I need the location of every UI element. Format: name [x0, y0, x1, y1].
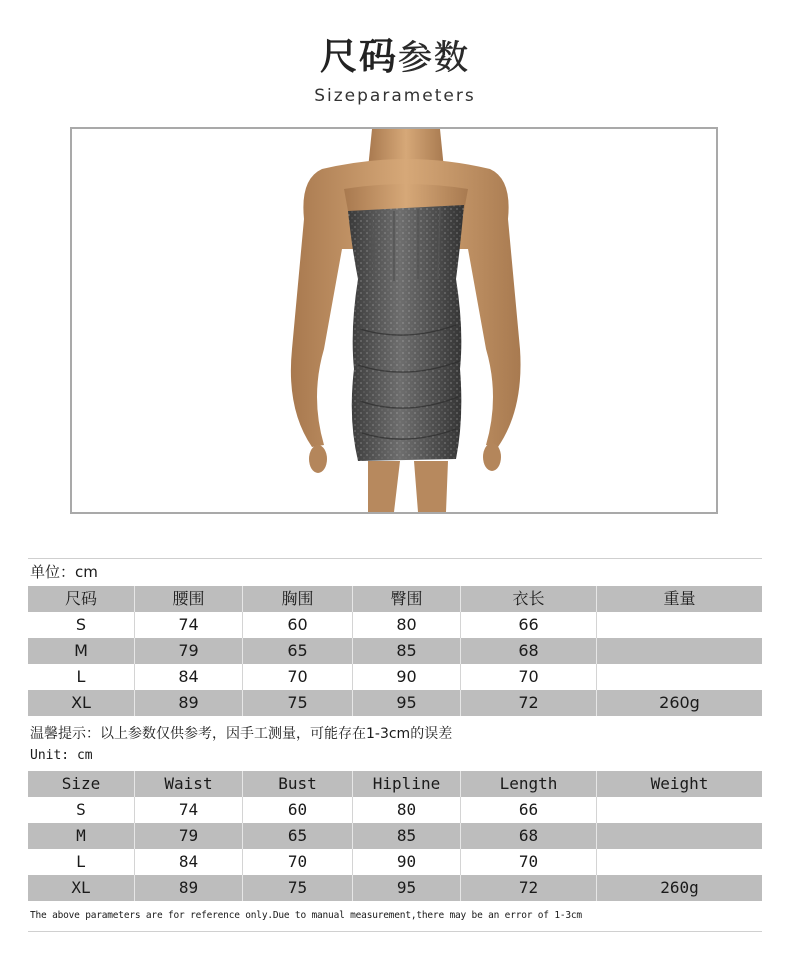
table-row: [28, 875, 762, 901]
table-cell: 68: [461, 823, 597, 849]
table-cell: 75: [243, 875, 353, 901]
table-row: [28, 823, 762, 849]
table-cell: [597, 823, 762, 849]
header-weight: 重量: [663, 589, 696, 608]
table-row: [28, 797, 762, 823]
product-photo: [70, 127, 718, 514]
table-row: [28, 612, 762, 638]
table-cell: 80: [353, 612, 461, 638]
table-cell: 70: [461, 664, 597, 690]
table-cell: 85: [353, 823, 461, 849]
table-cell: XL: [28, 875, 135, 901]
title-cn-size: 尺码: [320, 35, 398, 78]
unit-label-cn: 单位：cm: [28, 558, 762, 586]
table-cell: L: [28, 849, 135, 875]
table-cell: 80: [353, 797, 461, 823]
table-cell: 72: [461, 690, 597, 716]
header-weight: Weight: [650, 774, 709, 793]
page-title: [0, 26, 790, 106]
table-cell: 74: [135, 797, 243, 823]
table-cell: 74: [135, 612, 243, 638]
header-hipline: Hipline: [353, 771, 461, 797]
table-cell: 95: [353, 875, 461, 901]
table-cell: 95: [353, 690, 461, 716]
table-cell: 66: [461, 612, 597, 638]
table-cell: 72: [461, 875, 597, 901]
table-cell: [597, 638, 762, 664]
table-cell: 260g: [659, 693, 700, 712]
tip-cn: 温馨提示：以上参数仅供参考，因手工测量，可能存在1-3cm的误差: [30, 726, 453, 742]
table-cell: [597, 849, 762, 875]
header-length: 衣长: [461, 586, 597, 612]
size-table-cn: [28, 558, 762, 766]
table-header-row: [28, 771, 762, 797]
table-row: [28, 690, 762, 716]
title-cn: [0, 26, 790, 80]
title-en: Sizeparameters: [314, 86, 476, 106]
header-bust: Bust: [243, 771, 353, 797]
mannequin-dress-illustration: [72, 129, 716, 512]
table-row: [28, 849, 762, 875]
header-size: Size: [28, 771, 135, 797]
table-cell: 70: [243, 849, 353, 875]
footnote-en: The above parameters are for reference only.Due to manual measurement,there may be an error of 1-3cm: [28, 901, 762, 932]
table-cell: S: [28, 612, 135, 638]
table-cell: [597, 797, 762, 823]
table-cell: 85: [353, 638, 461, 664]
table-cell: XL: [28, 690, 135, 716]
table-cell: [597, 664, 762, 690]
table-cell: M: [28, 823, 135, 849]
table-cell: 260g: [660, 878, 699, 897]
table-cell: 60: [243, 797, 353, 823]
header-size: 尺码: [28, 586, 135, 612]
table-cell: 89: [135, 690, 243, 716]
header-bust: 胸围: [243, 586, 353, 612]
table-cell: 90: [353, 664, 461, 690]
header-waist: 腰围: [135, 586, 243, 612]
table-cell: S: [28, 797, 135, 823]
table-cell: M: [28, 638, 135, 664]
table-cell: 65: [243, 638, 353, 664]
table-cell: 89: [135, 875, 243, 901]
unit-label-en: Unit: cm: [30, 748, 93, 763]
table-row: [28, 664, 762, 690]
title-cn-parameters: 参数: [398, 38, 470, 78]
table-cell: 84: [135, 664, 243, 690]
table-cell: 65: [243, 823, 353, 849]
table-cell: 70: [243, 664, 353, 690]
table-header-row: [28, 586, 762, 612]
table-cell: 75: [243, 690, 353, 716]
table-row: [28, 638, 762, 664]
table-cell: 66: [461, 797, 597, 823]
header-length: Length: [461, 771, 597, 797]
table-cell: 68: [461, 638, 597, 664]
table-cell: L: [28, 664, 135, 690]
table-cell: 70: [461, 849, 597, 875]
header-hipline: 臀围: [353, 586, 461, 612]
table-cell: 90: [353, 849, 461, 875]
table-cell: [597, 612, 762, 638]
table-cell: 79: [135, 638, 243, 664]
table-cell: 60: [243, 612, 353, 638]
table-cell: 79: [135, 823, 243, 849]
header-waist: Waist: [135, 771, 243, 797]
size-table-en: [28, 771, 762, 932]
table-cell: 84: [135, 849, 243, 875]
